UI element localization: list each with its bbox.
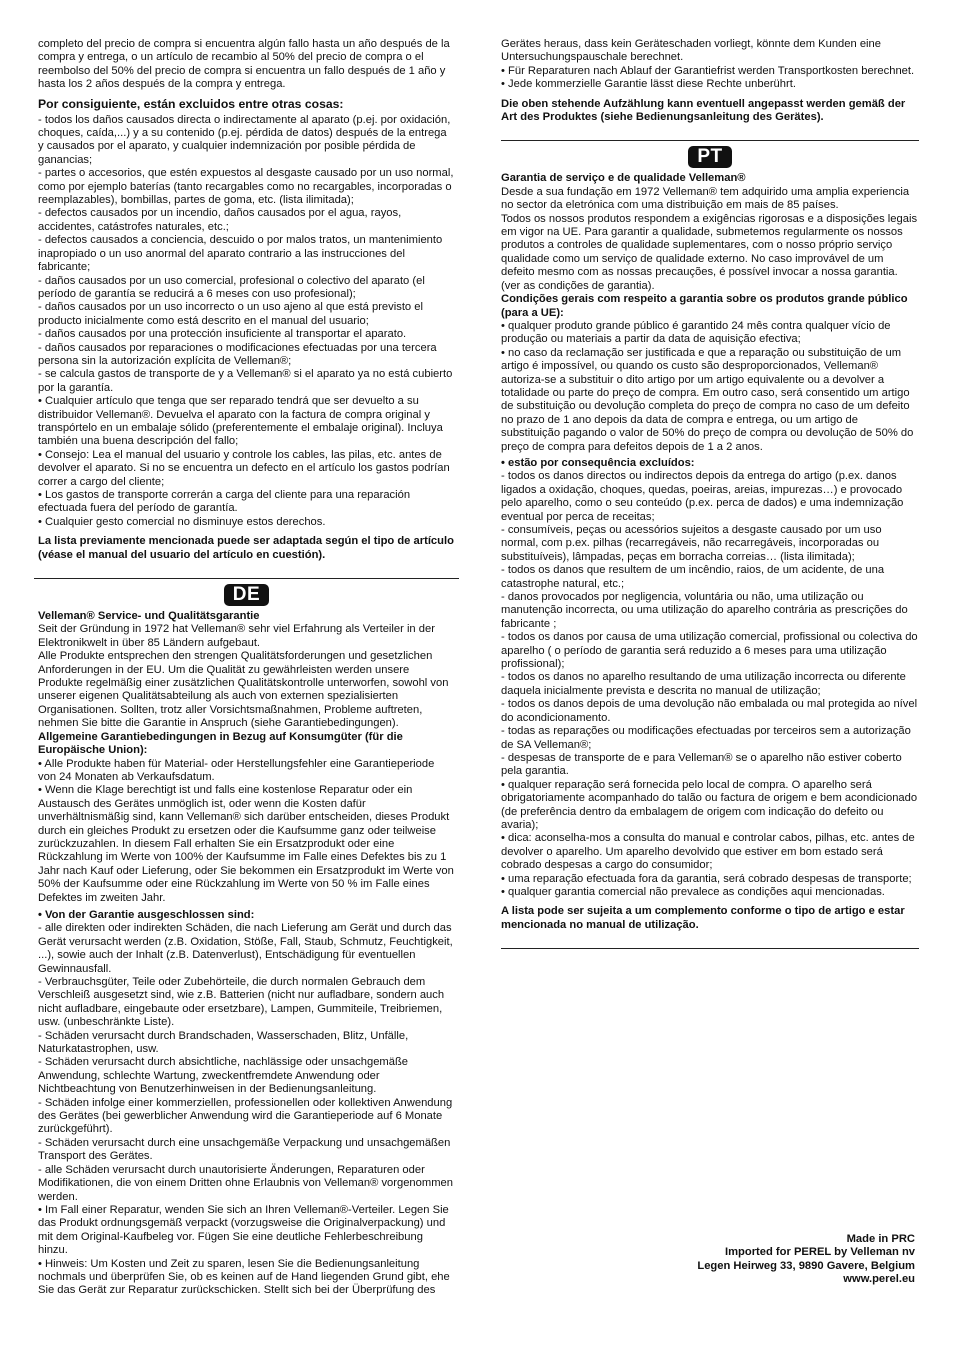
de-excluded-list: [38, 922, 455, 1297]
de-language-badge-wrap: [38, 584, 455, 606]
pt-list-item: • dica: aconselha-mos a consulta do manual e controlar cabos, pilhas, etc. antes de devolver o aparelho. Um aparelho devolvido que estiver em bom estado será cobrado despesas a cargo do consumidor;: [501, 832, 915, 872]
de-list-item: - alle Schäden verursacht durch unautorisierte Änderungen, Reparaturen oder Modifikationen, die von einem Dritten ohne Erlaubnis von Velleman® vorgenommen werden.: [38, 1163, 453, 1203]
es-excluded-heading: Por consiguiente, están excluidos entre otras cosas:: [38, 96, 344, 111]
es-intro-paragraph: completo del precio de compra si encuentra algún fallo hasta un año después de la compra y entrega, o un artículo de recambio al 50% del precio de compra o el reembolso del 50% del precio de compra si encuentra un fallo después de 1 año y hasta los 2 años después de la compra y entrega.: [38, 38, 450, 91]
es-excluded-list: [38, 114, 455, 530]
es-list-item: • Cualquier artículo que tenga que ser reparado tendrá que ser devuelto a su distribuidor Velleman®. Devuelva el aparato con la factura de compra original y transpórtelo en un embalaje sólido (preferentemente el embalaje original). Incluya también una buena descripción del fallo;: [38, 395, 443, 448]
de-list-item: - Schäden verursacht durch Brandschaden, Wasserschaden, Blitz, Unfälle, Naturkatastrophen, usw.: [38, 1029, 409, 1056]
de-list-item: - Verbrauchsgüter, Teile oder Zubehörteile, die durch normalen Gebrauch dem Verschleiß ausgesetzt sind, wie z.B. Batterien (nicht nur aufladbare, sondern auch nicht aufladbare, eingebaute oder ersetzbare), Lampen, Gummiteile, Treibriemen, usw. (unbeschränkte Liste).: [38, 976, 445, 1029]
es-list-item: - daños causados por un uso incorrecto o un uso ajeno al que está previsto el producto inicialmente como está descrito en el manual del usuario;: [38, 301, 423, 327]
pt-list-item: - despesas de transporte de e para Velleman® se o aparelho não estiver coberto pela garantia.: [501, 751, 902, 778]
pt-excluded-list: [501, 470, 919, 899]
es-list-item: - daños causados por una protección insuficiente al transportar el aparato.: [38, 328, 407, 341]
es-list-item: • Consejo: Lea el manual del usuario y controle los cables, las pilas, etc. antes de devolver el aparato. Si no se encuentra un defecto en el artículo los gastos podrían correr a cargo del cliente;: [38, 448, 450, 488]
es-list-item: - partes o accesorios, que estén expuestos al desgaste causado por un uso normal, como por ejemplo baterías (tanto recargables como no recargables, incorporadas o reemplazables), bombillas, partes de goma, etc. (lista ilimitada);: [38, 167, 454, 207]
de-list-item: • Im Fall einer Reparatur, wenden Sie sich an Ihren Velleman®-Verteiler. Legen Sie das Produkt ordnungsgemäß verpackt (vorzugsweise die Originalverpackung) und mit dem Original-Kaufbeleg vor. Fügen Sie eine deutliche Fehlerbeschreibung hinzu.: [38, 1203, 449, 1257]
de-continued-item: • Jede kommerzielle Garantie lässt diese Rechte unberührt.: [501, 78, 796, 91]
de-list-item: - Schäden verursacht durch absichtliche, nachlässige oder unsachgemäße Anwendung, schlechte Wartung, zweckentfremdete Anwendung oder Nichtbeachtung von Benutzerhinweisen in der Bedienungsanleitung.: [38, 1056, 409, 1096]
pt-list-item: - consumíveis, peças ou acessórios sujeitos a desgaste causado por um uso normal, com p.ex. pilhas (recarregáveis, não recarregáveis, incorporadas ou substituíveis), lâmpadas, peças em borracha correias… (lista ilimitada);: [501, 524, 882, 563]
importer-footer: [585, 1233, 915, 1287]
de-list-item: - Schäden infolge einer kommerziellen, professionellen oder kollektiven Anwendung des Gerätes (bei gewerblicher Anwendung wird die Garantieperiode auf 6 Monate zurückgeführt).: [38, 1096, 453, 1136]
pt-list-item: - todas as reparações ou modificações efectuadas por terceiros sem a autorização de SA Velleman®;: [501, 725, 911, 751]
de-list-item: - Schäden verursacht durch eine unsachgemäße Verpackung und unsachgemäßen Transport des Gerätes.: [38, 1136, 451, 1163]
de-language-badge: DE: [224, 584, 269, 606]
pt-list-item: - todos os danos no aparelho resultando de uma utilização incorrecta ou diferente daquela inicialmente prevista e descrita no manual de utilização;: [501, 671, 906, 697]
de-list-item: - alle direkten oder indirekten Schäden, die nach Lieferung am Gerät und durch das Gerät verursacht werden (z.B. Oxidation, Stöße, Fall, Staub, Schmutz, Feuchtigkeit, ...), sowie auch der Inhalt (z.B. Datenverlust), Entschädigung für eventuellen Gewinnausfall.: [38, 922, 453, 975]
pt-conditions-heading: Condições gerais com respeito a garantia sobre os produtos grande público (para a UE):: [501, 293, 908, 319]
pt-language-badge: PT: [688, 146, 731, 168]
de-conditions-heading: Allgemeine Garantiebedingungen in Bezug auf Konsumgüter (für die Europäische Union):: [38, 730, 403, 757]
de-condition-item: • Alle Produkte haben für Material- oder Herstellungsfehler eine Garantieperiode von 24 Monaten ab Verkaufsdatum.: [38, 757, 435, 783]
section-divider: [34, 578, 459, 579]
pt-list-item: - danos provocados por negligencia, voluntária ou não, uma utilização ou manutenção incorrecta, ou uma utilização do aparelho contrária as prescrições do fabricante ;: [501, 591, 908, 630]
left-column: [38, 38, 455, 1298]
pt-list-item: - todos os danos por causa de uma utilização comercial, profissional ou colectiva do aparelho ( o período de garantia será reduzido a 6 meses para uma utilização profissional);: [501, 631, 918, 671]
es-list-item: - se calcula gastos de transporte de y a Velleman® si el aparato ya no está cubierto por la garantía.: [38, 368, 453, 394]
pt-condition-item: • qualquer produto grande público é garantido 24 mês contra qualquer vício de produção ou materiais a partir da data de aquisição efectiva;: [501, 319, 891, 346]
section-divider: [501, 140, 919, 141]
pt-section-title: Garantia de serviço e de qualidade Velleman®: [501, 172, 746, 185]
pt-intro-paragraph-2: Todos os nossos produtos respondem a exigências rigorosas e a disposições legais em vigor na UE. Para garantir a qualidade, submetemos regularmente os nossos produtos a controles de qualidade suplementares, com o nosso próprio serviço qualidade como um serviço de qualidade externo. No caso improvável de um defeito mesmo com as nossas precauções, é possível invocar a nossa garantia. (ver as condições de garantia).: [501, 212, 918, 292]
de-continued-item: • Für Reparaturen nach Ablauf der Garantiefrist werden Transportkosten berechnet.: [501, 64, 915, 77]
de-closing-note: Die oben stehende Aufzählung kann eventuell angepasst werden gemäß der Art des Produktes (siehe Bedienungsanleitung des Gerätes).: [501, 97, 906, 124]
de-excluded-heading: • Von der Garantie ausgeschlossen sind:: [38, 908, 255, 921]
es-list-item: - daños causados por reparaciones o modificaciones efectuadas por una tercera persona sin la autorización explícita de Velleman®;: [38, 341, 437, 367]
right-column: [501, 38, 919, 949]
de-intro-paragraph: Seit der Gründung in 1972 hat Velleman® sehr viel Erfahrung als Verteiler in der Elektronikwelt in über 85 Ländern aufgebaut.: [38, 623, 435, 649]
footer-importer: Imported for PEREL by Velleman nv: [724, 1246, 915, 1259]
pt-language-badge-wrap: [501, 146, 919, 168]
pt-list-item: - todos os danos directos ou indirectos depois da entrega do artigo (p.ex. danos ligados a oxidação, choques, quedas, poeiras, areias, impurezas…) e provocado pelo aparelho, como o seu conteúdo (p.ex. perca de dados) e uma indemnização eventual por perca de receitas;: [501, 470, 904, 523]
de-continued-item: Gerätes heraus, dass kein Geräteschaden vorliegt, könnte dem Kunden eine Untersuchungspauschale berechnet.: [501, 38, 881, 64]
footer-website: www.perel.eu: [843, 1273, 915, 1286]
pt-list-item: - todos os danos depois de uma devolução não embalada ou mal protegida ao nível do acondicionamento.: [501, 698, 918, 724]
pt-list-item: • uma reparação efectuada fora da garantia, será cobrado despesas de transporte;: [501, 872, 912, 885]
pt-condition-item: • no caso da reclamação ser justificada e que a reparação ou substituição de um artigo é impossível, ou quando os custo são desproporcionados, Velleman® autoriza-se a substituir o dito artigo por um artigo equivalente ou a devolver a totalidade ou parte do preço de compra. Em outro caso, será consentido um artigo de substituição ou devolução completa do preço de compra no caso de um defeito no prazo de 1 ano depois da data de compra e entrega, ou um artigo de substituição pagando o valor de 50% do preço de compra ou devolução de 50% do preço de compra para defeitos depois de 1 a 2 anos.: [501, 346, 914, 453]
de-condition-item: • Wenn die Klage berechtigt ist und falls eine kostenlose Reparatur oder ein Austausch des Gerätes unmöglich ist, oder wenn die Kosten dafür unverhältnismäßig sind, kann Velleman® sich darüber entscheiden, dieses Produkt durch ein gleiches Produkt zu ersetzen oder die Kaufsumme ganz oder teilweise zurückzuzahlen. In diesem Fall erhalten Sie ein Ersatzprodukt oder eine Rückzahlung im Werte von 100% der Kaufsumme im Falle eines Defektes bis zu 1 Jahr nach Kauf oder Lieferung, oder Sie bekommen ein Ersatzprodukt im Werte von 50% der Kaufsumme oder eine Rückzahlung im Werte von 50 % im Falle eines Defektes im zweiten Jahr.: [38, 784, 454, 904]
pt-list-item: - todos os danos que resultem de um incêndio, raios, de um acidente, de una catastrophe natural, etc.;: [501, 564, 885, 590]
es-list-item: • Los gastos de transporte correrán a carga del cliente para una reparación efectuada fuera del período de garantía.: [38, 489, 411, 515]
pt-list-item: • qualquer garantia comercial não prevalece as condições aqui mencionadas.: [501, 885, 885, 898]
es-closing-note: La lista previamente mencionada puede ser adaptada según el tipo de artículo (véase el manual del usuario del artículo en cuestión).: [38, 535, 454, 561]
footer-address: Legen Heirweg 33, 9890 Gavere, Belgium: [697, 1259, 915, 1272]
pt-closing-note: A lista pode ser sujeita a um complemento conforme o tipo de artigo e estar mencionada no manual de utilização.: [501, 905, 905, 931]
es-list-item: • Cualquier gesto comercial no disminuye estos derechos.: [38, 515, 326, 528]
pt-list-item: • qualquer reparação será fornecida pelo local de compra. O aparelho será obrigatoriamente acompanhado do talão ou factura de origem e bem acondicionado (de preferência dentro da embalagem de origem com indicação do defeito ou avaria);: [501, 778, 918, 831]
footer-made-in: Made in PRC: [846, 1233, 915, 1245]
section-divider: [501, 948, 919, 949]
de-intro-paragraph-2: Alle Produkte entsprechen den strengen Qualitätsforderungen und gesetzlichen Anforderungen in der EU. Um die Qualität zu gewährleisten werden unsere Produkte regelmäßig einer zusätzlichen Qualitätskontrolle unterworfen, sowohl von unserer eigenen Qualitätsabteilung als auch von externen spezialisierten Organisationen. Sollten, trotz aller Vorsichtsmaßnahmen, Probleme auftreten, nehmen Sie bitte die Garantie in Anspruch (siehe Garantiebedingungen).: [38, 650, 449, 730]
es-list-item: - defectos causados a conciencia, descuido o por malos tratos, un mantenimiento inapropiado o un uso anormal del aparato contrario a las instrucciones del fabricante;: [38, 234, 443, 274]
pt-intro-paragraph: Desde a sua fundação em 1972 Velleman® tem adquirido uma amplia experiencia no sector da eletrónica com uma distribuição em mais de 85 países.: [501, 185, 910, 212]
de-section-title: Velleman® Service- und Qualitätsgarantie: [38, 610, 260, 623]
de-list-item: • Hinweis: Um Kosten und Zeit zu sparen, lesen Sie die Bedienungsanleitung nochmals und überprüfen Sie, ob es keinen auf de Hand liegenden Grund gibt, ehe Sie das Gerät zur Reparatur zurückschicken. Stellt sich bei der Überprüfung des: [38, 1257, 450, 1297]
pt-excluded-heading: • estão por consequência excluídos:: [501, 456, 695, 469]
es-list-item: - todos los daños causados directa o indirectamente al aparato (p.ej. por oxidación, choques, caída,...) y a su contenido (p.ej. pérdida de datos) después de la entrega y causados por el aparato, y cualquier indemnización por posible pérdida de ganancias;: [38, 113, 451, 166]
es-list-item: - daños causados por un uso comercial, profesional o colectivo del aparato (el período de garantía se reducirá a 6 meses con uso profesional);: [38, 274, 425, 300]
es-list-item: - defectos causados por un incendio, daños causados por el agua, rayos, accidentes, catástrofes naturales, etc.;: [38, 207, 402, 233]
